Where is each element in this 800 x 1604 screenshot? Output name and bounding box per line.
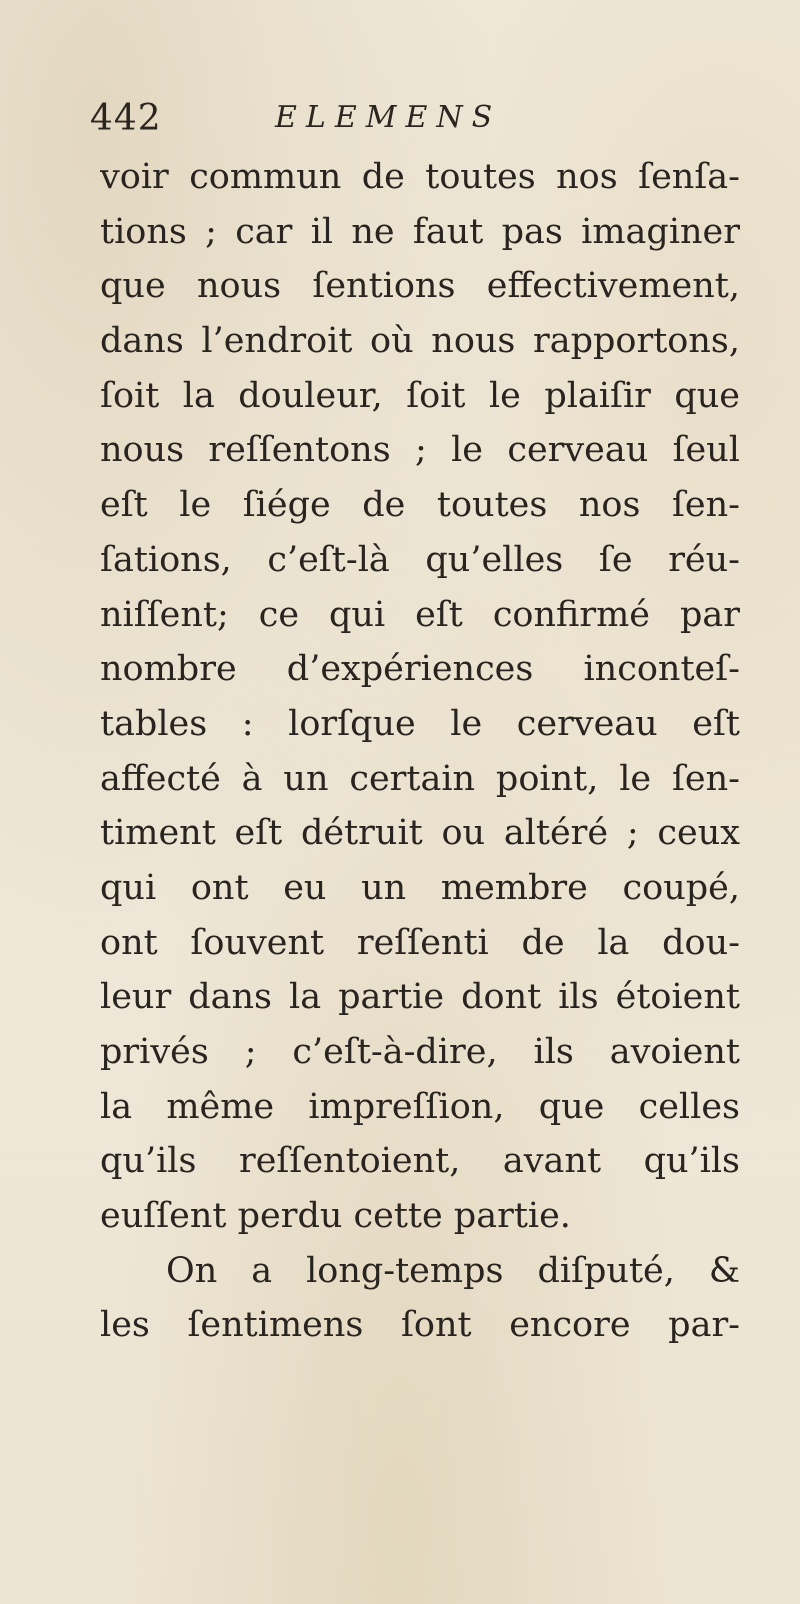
text-line: qui ont eu un membre coupé,: [100, 867, 740, 908]
text-line: leur dans la partie dont ils étoient: [100, 977, 740, 1018]
text-line: timent eſt détruit ou altéré ; ceux: [100, 813, 740, 854]
text-line: dans l’endroit où nous rapportons,: [100, 321, 740, 362]
text-line: voir commun de toutes nos ſenſa-: [100, 157, 740, 197]
text-line: ſoit la douleur, ſoit le plaiſir que: [100, 375, 740, 416]
running-head: [90, 98, 730, 148]
text-line: eſt le ſiége de toutes nos ſen-: [100, 485, 740, 526]
text-line: que nous ſentions effectivement,: [100, 266, 740, 307]
text-line: nous reſſentons ; le cerveau ſeul: [100, 430, 740, 471]
text-line: qu’ils reſſentoient, avant qu’ils: [100, 1141, 740, 1182]
page-number: 442: [90, 98, 162, 139]
text-line: privés ; c’eſt-à-dire, ils avoient: [100, 1032, 740, 1072]
running-title: ELEMENS: [275, 100, 502, 135]
text-line: la même impreſſion, que celles: [100, 1086, 740, 1127]
text-line: tables : lorſque le cerveau eſt: [100, 703, 740, 744]
text-line: niſſent; ce qui eſt confirmé par: [100, 594, 740, 635]
text-line: ont ſouvent reſſenti de la dou-: [100, 922, 740, 963]
text-line: affecté à un certain point, le ſen-: [100, 758, 740, 799]
text-line-paragraph-start: On a long-temps diſputé, &: [166, 1250, 740, 1291]
text-line: tions ; car il ne faut pas imaginer: [100, 211, 740, 252]
text-line: les ſentimens ſont encore par-: [100, 1305, 740, 1346]
text-line: ſations, c’eſt-là qu’elles ſe réu-: [100, 539, 740, 580]
text-line-paragraph-end: euſſent perdu cette partie.: [100, 1196, 571, 1237]
text-line: nombre d’expériences inconteſ-: [100, 649, 740, 690]
body-text: [100, 150, 740, 1353]
